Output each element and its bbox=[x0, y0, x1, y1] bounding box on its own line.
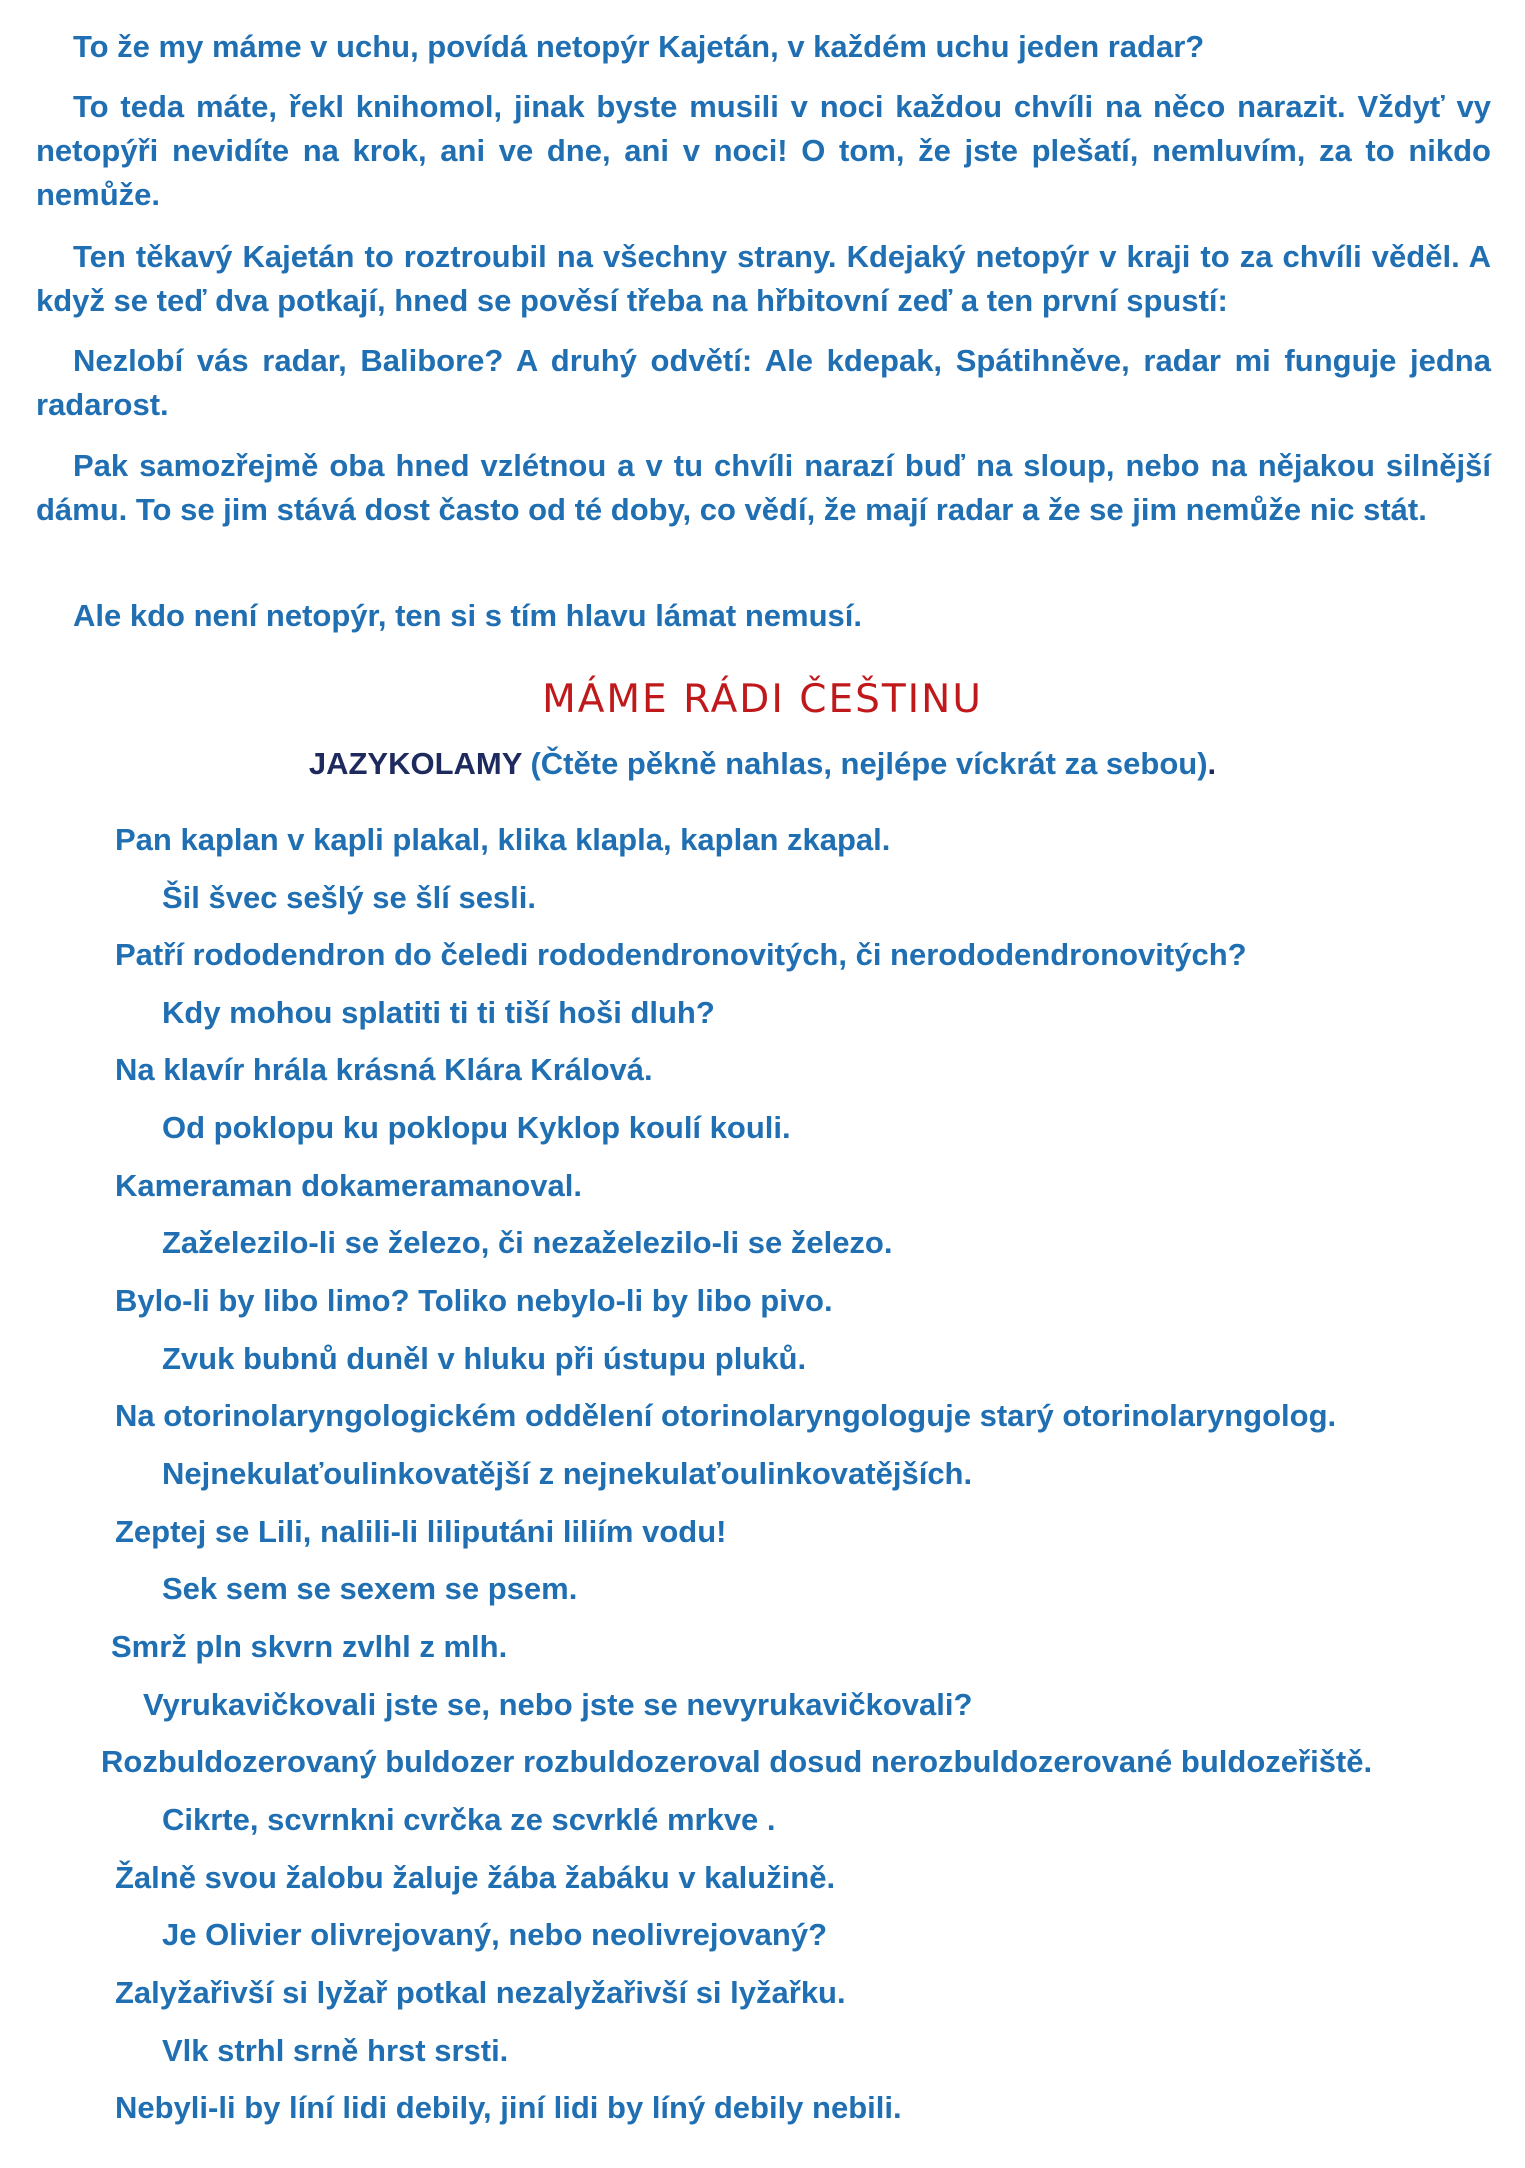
subheading-title: JAZYKOLAMY bbox=[308, 746, 522, 781]
tongue-twister-line: Zalyžařivší si lyžař potkal nezalyžařivší si lyžařku. bbox=[115, 1975, 846, 2010]
tongue-twister-line: Cikrte, scvrnkni cvrčka ze scvrklé mrkve . bbox=[162, 1802, 776, 1837]
tongue-twister-line: Zeptej se Lili, nalili-li liliputáni liliím vodu! bbox=[115, 1514, 727, 1549]
tongue-twister-line: Vlk strhl srně hrst srsti. bbox=[162, 2033, 509, 2068]
tongue-twister-line: Nebyli-li by líní lidi debily, jiní lidi by líný debily nebili. bbox=[115, 2090, 902, 2125]
tongue-twister-line: Kdy mohou splatiti ti ti tiší hoši dluh? bbox=[162, 995, 715, 1030]
tongue-twister-line: Zaželezilo-li se železo, či nezaželezilo-li se železo. bbox=[162, 1225, 893, 1260]
tongue-twister-line: Na klavír hrála krásná Klára Králová. bbox=[115, 1052, 653, 1087]
tongue-twister-line: Je Olivier olivrejovaný, nebo neolivrejovaný? bbox=[162, 1917, 828, 1952]
tongue-twister-line: Zvuk bubnů duněl v hluku při ústupu pluků. bbox=[162, 1341, 807, 1376]
story-paragraph: Ten těkavý Kajetán to roztroubil na všechny strany. Kdejaký netopýr v kraji to za chvíli věděl. A když se teď dva potkají, hned se pověsí třeba na hřbitovní zeď a ten první spustí: bbox=[36, 239, 1491, 318]
tongue-twister-line: Nejnekulaťoulinkovatější z nejnekulaťoulinkovatějších. bbox=[162, 1456, 973, 1491]
tongue-twister-line: Bylo-li by libo limo? Toliko nebylo-li by libo pivo. bbox=[115, 1283, 833, 1318]
story-paragraph: To teda máte, řekl knihomol, jinak byste musili v noci každou chvíli na něco narazit. Vždyť vy netopýři nevidíte na krok, ani ve dne, ani v noci! O tom, že jste plešatí, nemluvím, za to nikdo nemůže. bbox=[36, 89, 1491, 212]
story-paragraph: To že my máme v uchu, povídá netopýr Kajetán, v každém uchu jeden radar? bbox=[73, 29, 1205, 64]
section-subheading bbox=[0, 742, 1525, 786]
tongue-twister-line: Od poklopu ku poklopu Kyklop koulí kouli. bbox=[162, 1110, 791, 1145]
tongue-twister-line: Žalně svou žalobu žaluje žába žabáku v kalužině. bbox=[115, 1860, 836, 1895]
tongue-twister-line: Patří rododendron do čeledi rododendronovitých, či nerododendronovitých? bbox=[115, 937, 1247, 972]
tongue-twister-line: Vyrukavičkovali jste se, nebo jste se nevyrukavičkovali? bbox=[143, 1687, 973, 1722]
subheading-hint: (Čtěte pěkně nahlas, nejlépe víckrát za sebou) bbox=[530, 746, 1208, 781]
tongue-twister-line: Pan kaplan v kapli plakal, klika klapla, kaplan zkapal. bbox=[115, 822, 891, 857]
tongue-twister-line: Rozbuldozerovaný buldozer rozbuldozeroval dosud nerozbuldozerované buldozeřiště. bbox=[101, 1744, 1373, 1779]
tongue-twister-line: Sek sem se sexem se psem. bbox=[162, 1571, 578, 1606]
tongue-twister-line: Na otorinolaryngologickém oddělení otorinolaryngologuje starý otorinolaryngolog. bbox=[115, 1398, 1337, 1433]
story-paragraph: Ale kdo není netopýr, ten si s tím hlavu lámat nemusí. bbox=[73, 598, 862, 633]
tongue-twister-line: Smrž pln skvrn zvlhl z mlh. bbox=[111, 1629, 508, 1664]
story-paragraph: Nezlobí vás radar, Balibore? A druhý odvětí: Ale kdepak, Spátihněve, radar mi funguje jedna radarost. bbox=[36, 343, 1491, 422]
story-paragraph: Pak samozřejmě oba hned vzlétnou a v tu chvíli narazí buď na sloup, nebo na nějakou silnější dámu. To se jim stává dost často od té doby, co vědí, že mají radar a že se jim nemůže nic stát. bbox=[36, 448, 1491, 527]
tongue-twister-line: Kameraman dokameramanoval. bbox=[115, 1168, 582, 1203]
tongue-twister-line: Šil švec sešlý se šlí sesli. bbox=[162, 880, 537, 915]
section-heading: MÁME RÁDI ČEŠTINU bbox=[542, 677, 983, 722]
subheading-end: . bbox=[1207, 746, 1217, 781]
